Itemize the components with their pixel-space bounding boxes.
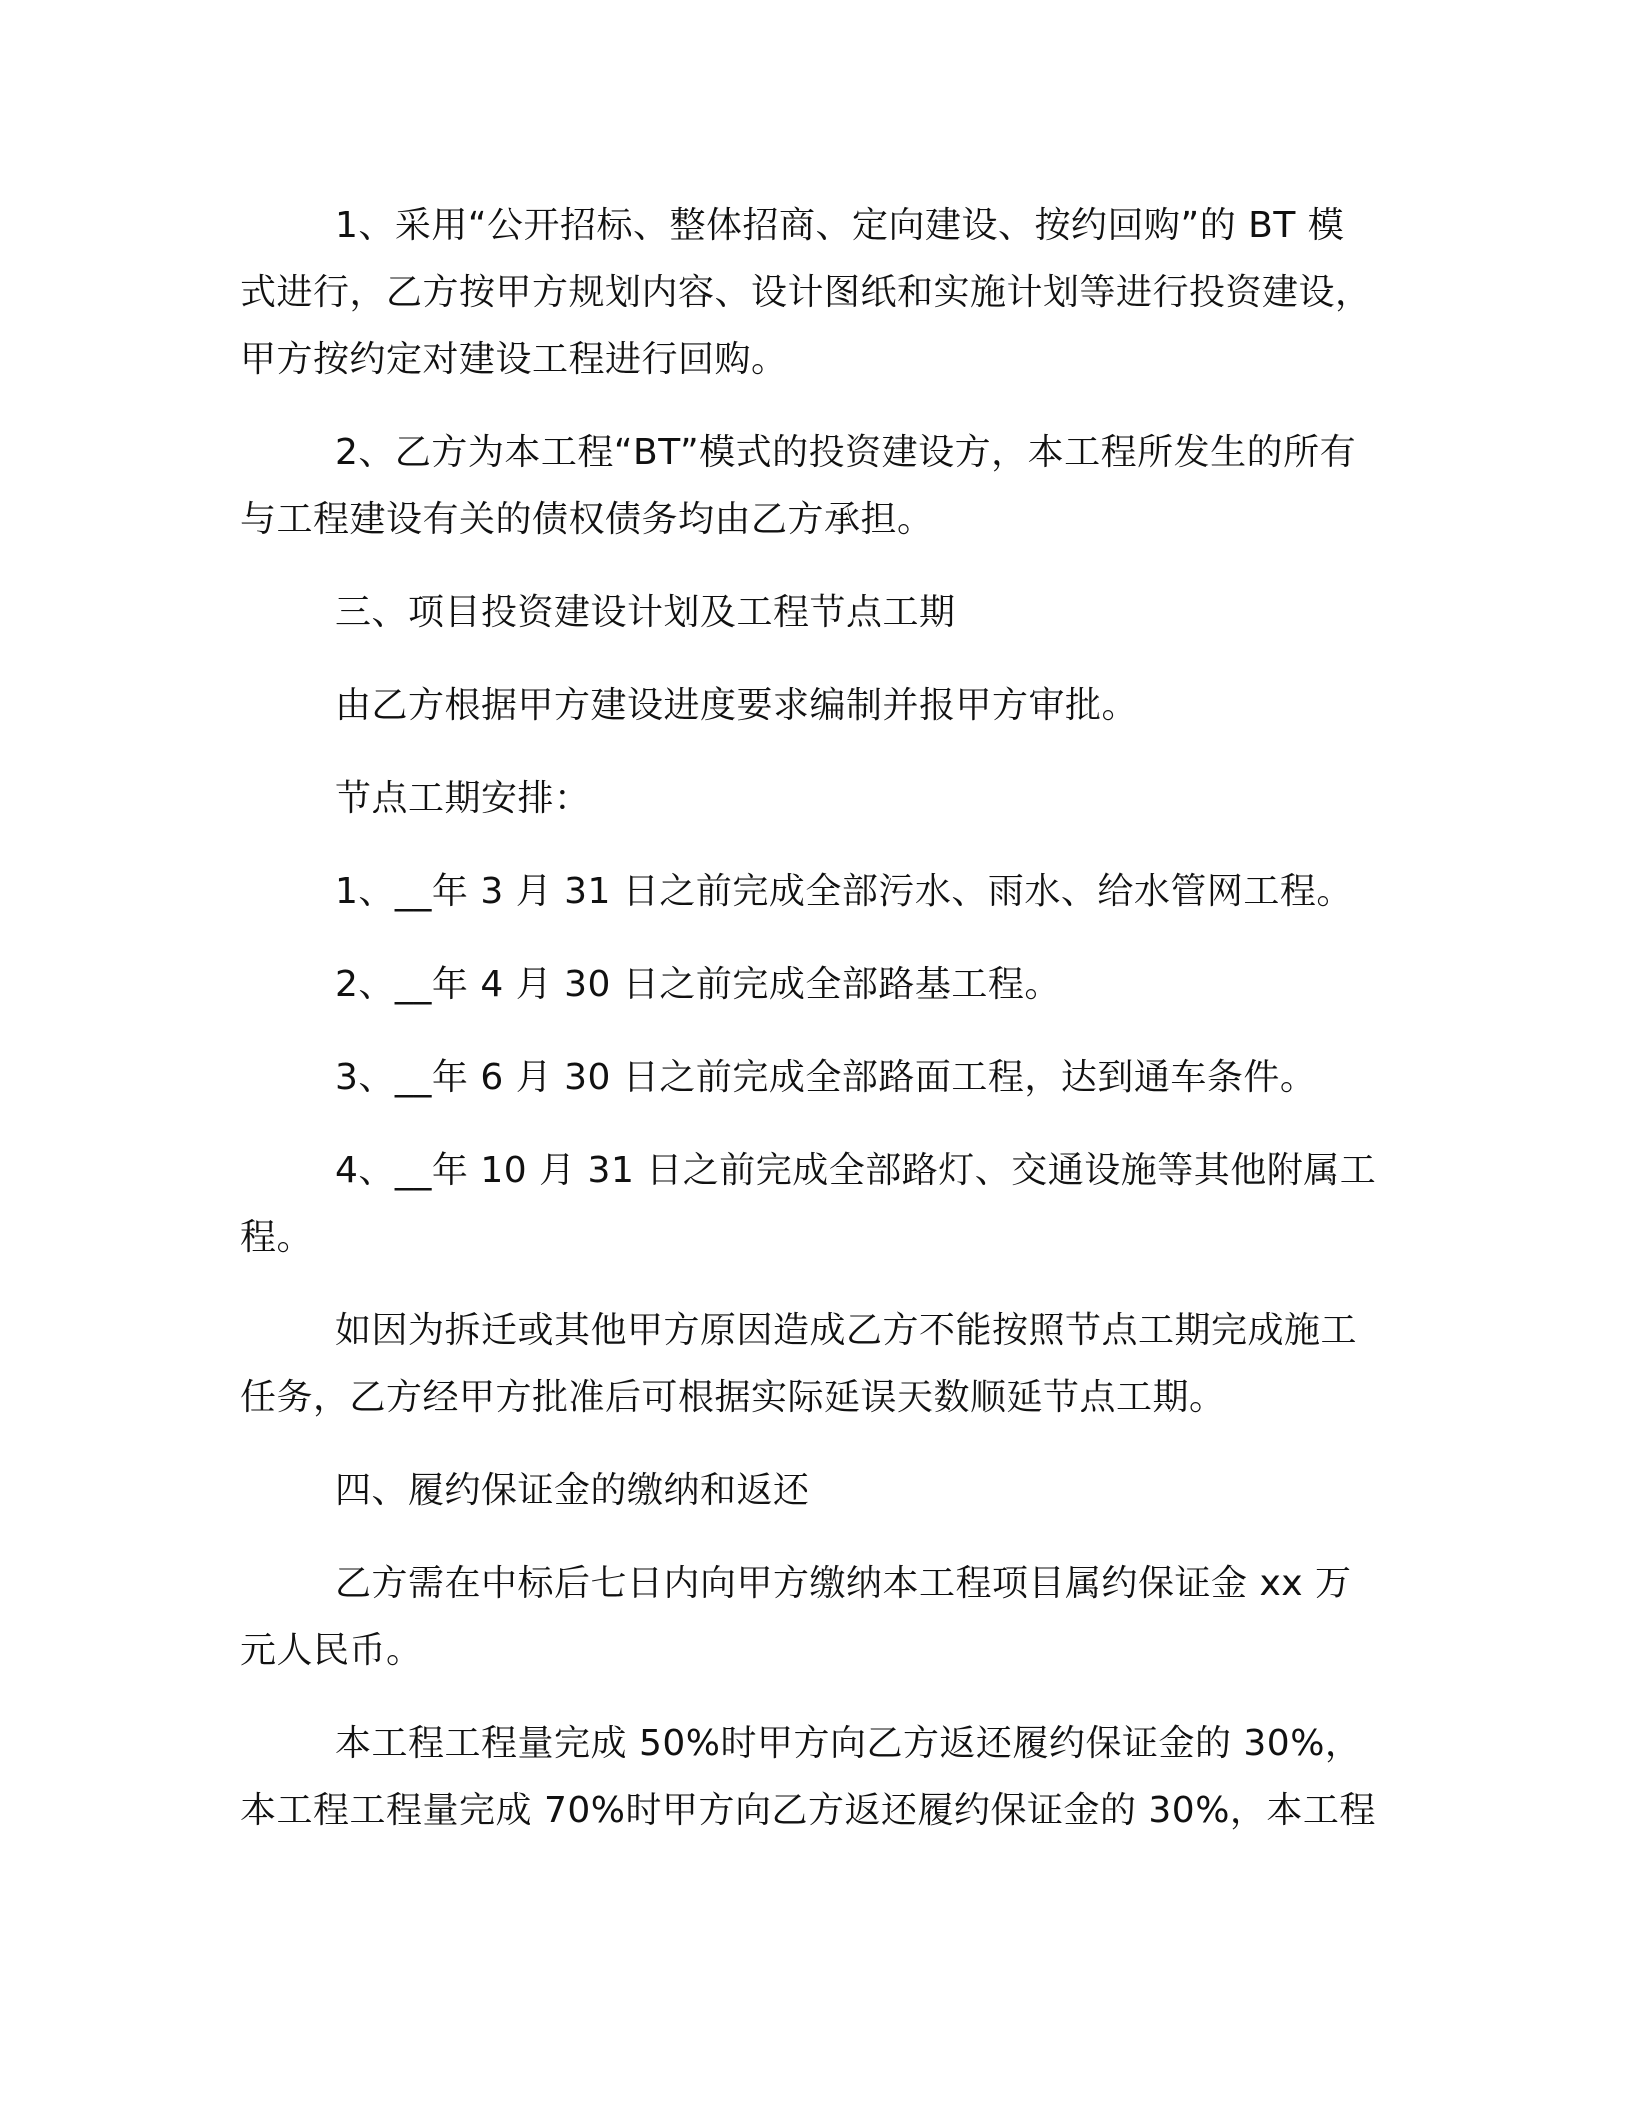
paragraph-milestones-label: 节点工期安排： xyxy=(335,778,591,819)
paragraph-bt-mode: 1、采用“公开招标、整体招商、定向建设、按约回购”的 BT 模式进行，乙方按甲方规划内容、设计图纸和实施计划等进行投资建设，甲方按约定对建设工程进行回购。 xyxy=(240,205,1372,380)
section-heading-schedule: 三、项目投资建设计划及工程节点工期 xyxy=(335,592,956,633)
paragraph-guarantee-return: 本工程工程量完成 50%时甲方向乙方返还履约保证金的 30%，本工程工程量完成 70%时甲方向乙方返还履约保证金的 30%，本工程 xyxy=(240,1723,1376,1831)
paragraph-guarantee-payment: 乙方需在中标后七日内向甲方缴纳本工程项目属约保证金 xx 万元人民币。 xyxy=(240,1563,1352,1671)
milestone-item-4: 4、__年 10 月 31 日之前完成全部路灯、交通设施等其他附属工程。 xyxy=(240,1150,1377,1258)
paragraph-delay-extension: 如因为拆迁或其他甲方原因造成乙方不能按照节点工期完成施工任务，乙方经甲方批准后可根据实际延误天数顺延节点工期。 xyxy=(240,1310,1358,1418)
paragraph-investor-role: 2、乙方为本工程“BT”模式的投资建设方，本工程所发生的所有与工程建设有关的债权债务均由乙方承担。 xyxy=(240,432,1357,540)
document-body xyxy=(240,192,1380,1870)
milestone-item-1: 1、__年 3 月 31 日之前完成全部污水、雨水、给水管网工程。 xyxy=(335,871,1353,912)
milestone-item-2: 2、__年 4 月 30 日之前完成全部路基工程。 xyxy=(335,964,1061,1005)
paragraph-schedule-approval: 由乙方根据甲方建设进度要求编制并报甲方审批。 xyxy=(335,685,1139,726)
section-heading-guarantee: 四、履约保证金的缴纳和返还 xyxy=(335,1470,810,1511)
milestone-item-3: 3、__年 6 月 30 日之前完成全部路面工程，达到通车条件。 xyxy=(335,1057,1317,1098)
